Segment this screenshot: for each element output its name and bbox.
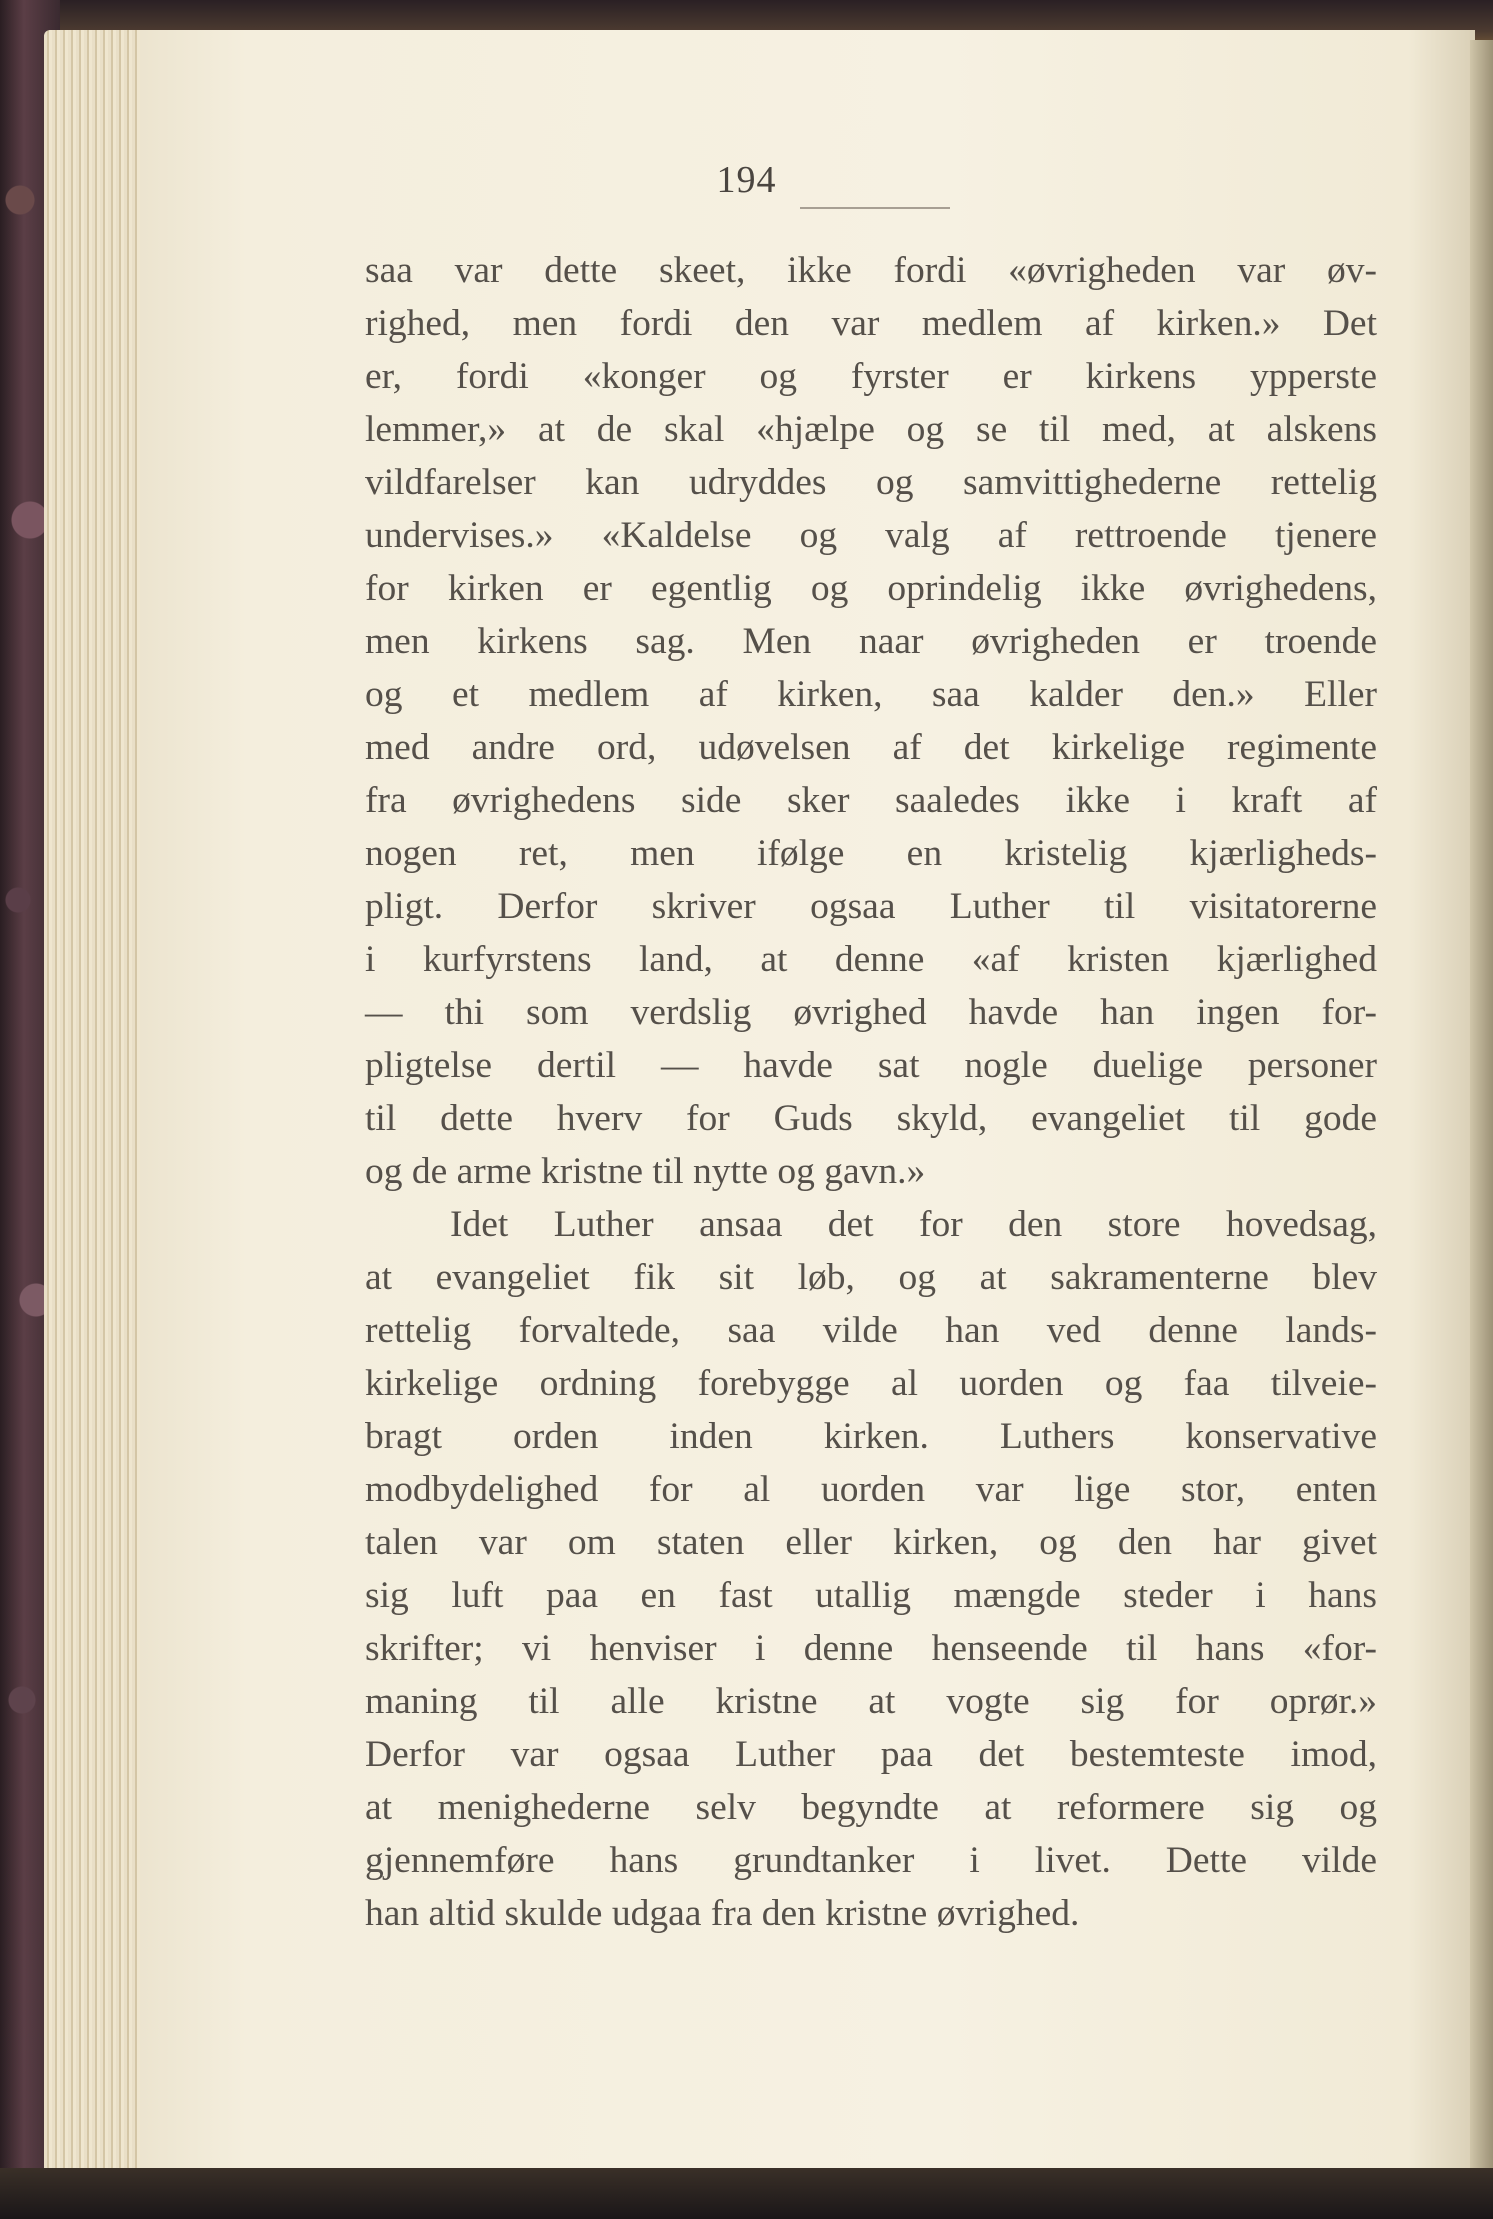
text-line: skrifter; vi henviser i denne henseende til hans «for-	[365, 1628, 1377, 1669]
text-line: er, fordi «konger og fyrster er kirkens ypperste	[365, 356, 1377, 397]
text-line: at menighederne selv begyndte at reformere sig og	[365, 1787, 1377, 1828]
text-line: og et medlem af kirken, saa kalder den.» Eller	[365, 674, 1377, 715]
paragraph	[365, 1198, 1377, 1940]
text-line: for kirken er egentlig og oprindelig ikke øvrighedens,	[365, 568, 1377, 609]
page-stack-edges	[44, 30, 154, 2180]
text-line: saa var dette skeet, ikke fordi «øvrigheden var øv-	[365, 250, 1377, 291]
text-line: talen var om staten eller kirken, og den har givet	[365, 1522, 1377, 1563]
page-right-shadow	[1470, 40, 1493, 2170]
text-line: fra øvrighedens side sker saaledes ikke i kraft af	[365, 780, 1377, 821]
text-line: med andre ord, udøvelsen af det kirkelige regimente	[365, 727, 1377, 768]
text-line: lemmer,» at de skal «hjælpe og se til med, at alskens	[365, 409, 1377, 450]
book-bottom-edge	[0, 2168, 1493, 2219]
text-line: Derfor var ogsaa Luther paa det bestemteste imod,	[365, 1734, 1377, 1775]
page-number-rule	[800, 207, 950, 209]
text-line: han altid skulde udgaa fra den kristne øvrighed.	[365, 1893, 1080, 1934]
text-line: til dette hverv for Guds skyld, evangeliet til gode	[365, 1098, 1377, 1139]
text-line: Idet Luther ansaa det for den store hovedsag,	[450, 1204, 1377, 1245]
text-line: maning til alle kristne at vogte sig for oprør.»	[365, 1681, 1377, 1722]
text-line: vildfarelser kan udryddes og samvittighederne rettelig	[365, 462, 1377, 503]
text-line: undervises.» «Kaldelse og valg af rettroende tjenere	[365, 515, 1377, 556]
text-line: righed, men fordi den var medlem af kirken.» Det	[365, 303, 1377, 344]
paragraph	[365, 244, 1377, 1198]
page-number: 194	[716, 159, 777, 201]
text-line: nogen ret, men ifølge en kristelig kjærligheds-	[365, 833, 1377, 874]
body-text	[365, 244, 1377, 1940]
text-line: gjennemføre hans grundtanker i livet. Dette vilde	[365, 1840, 1377, 1881]
text-line: — thi som verdslig øvrighed havde han ingen for-	[365, 992, 1377, 1033]
text-line: at evangeliet fik sit løb, og at sakramenterne blev	[365, 1257, 1377, 1298]
text-line: modbydelighed for al uorden var lige stor, enten	[365, 1469, 1377, 1510]
text-line: sig luft paa en fast utallig mængde steder i hans	[365, 1575, 1377, 1616]
text-line: pligtelse dertil — havde sat nogle duelige personer	[365, 1045, 1377, 1086]
text-line: bragt orden inden kirken. Luthers konservative	[365, 1416, 1377, 1457]
text-line: og de arme kristne til nytte og gavn.»	[365, 1151, 926, 1192]
text-line: men kirkens sag. Men naar øvrigheden er troende	[365, 621, 1377, 662]
text-line: kirkelige ordning forebygge al uorden og faa tilveie-	[365, 1363, 1377, 1404]
text-line: pligt. Derfor skriver ogsaa Luther til visitatorerne	[365, 886, 1377, 927]
text-line: i kurfyrstens land, at denne «af kristen kjærlighed	[365, 939, 1377, 980]
text-line: rettelig forvaltede, saa vilde han ved denne lands-	[365, 1310, 1377, 1351]
